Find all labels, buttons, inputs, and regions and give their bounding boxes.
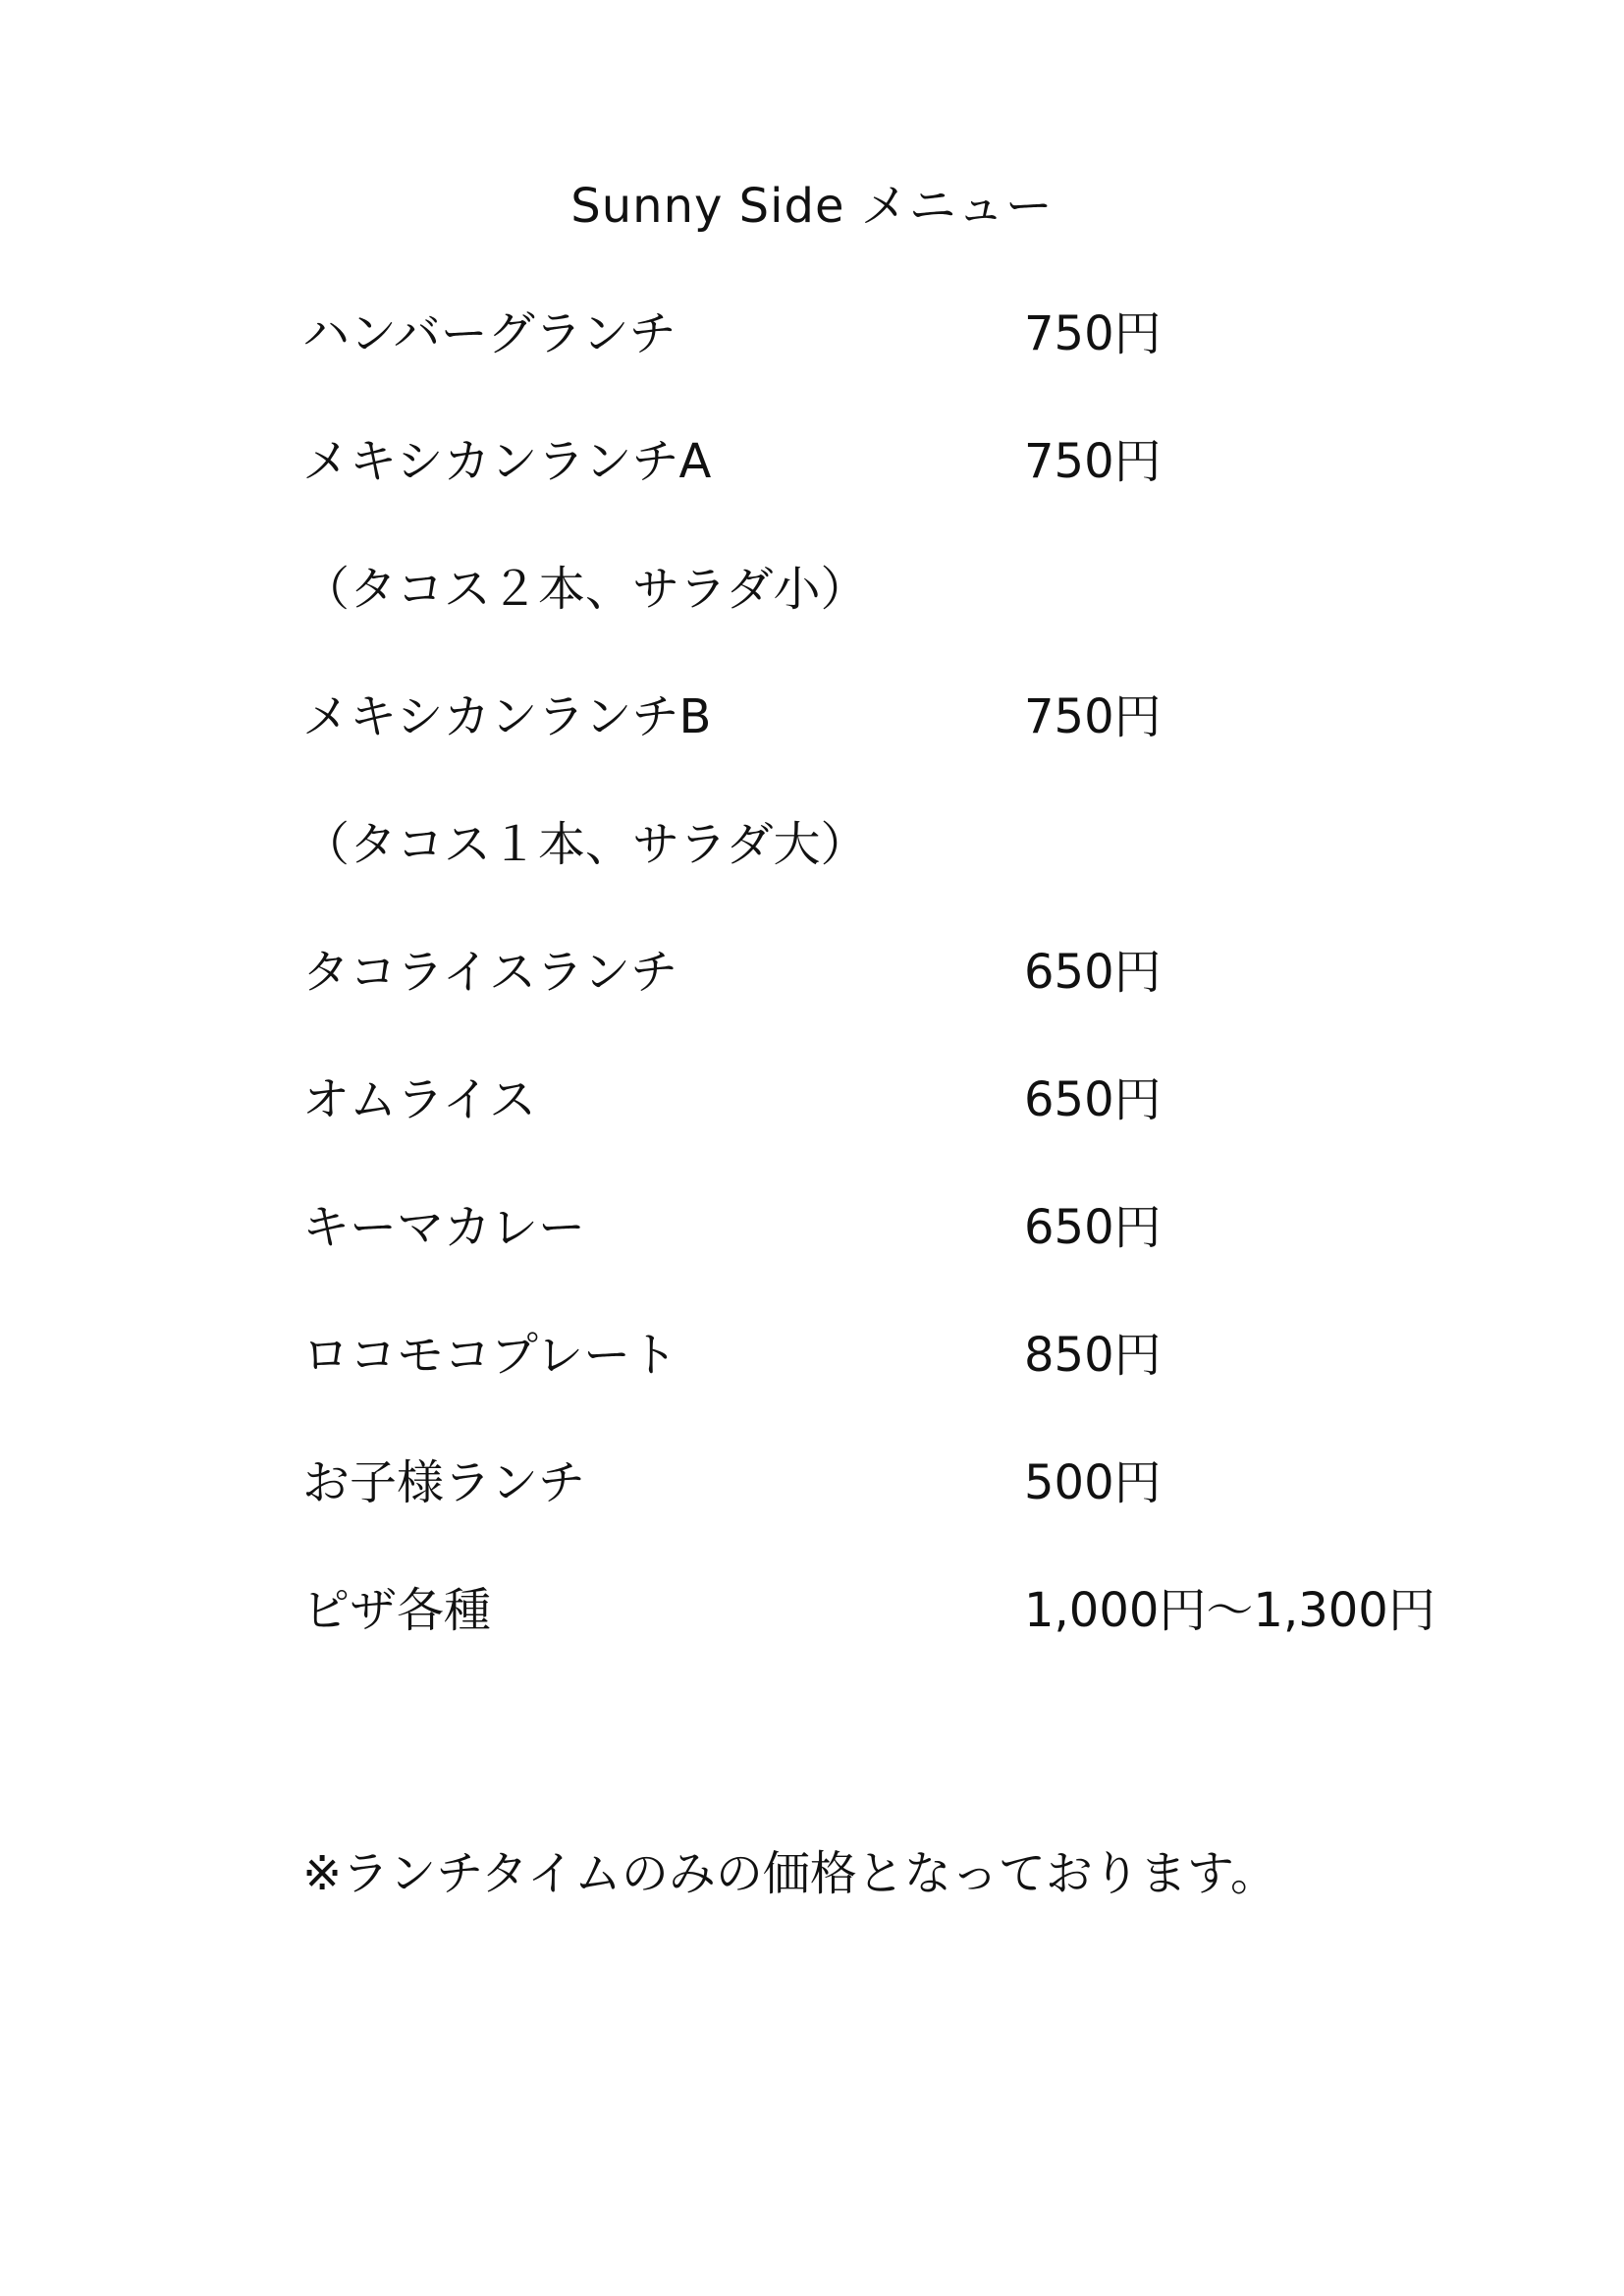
menu-list [302,304,1481,1709]
menu-item-price: 750円 [1024,306,1162,361]
menu-item-price: 650円 [1024,945,1162,1000]
menu-item-name: メキシカンランチB [302,689,712,744]
menu-item-price: 500円 [1024,1455,1162,1510]
menu-item-price: 650円 [1024,1200,1162,1255]
menu-row-kids-lunch [302,1453,1481,1581]
menu-row-hamburg-lunch [302,304,1481,432]
menu-item-name: キーマカレー [302,1200,586,1255]
menu-item-name: メキシカンランチA [302,434,712,489]
menu-item-price: 850円 [1024,1328,1162,1383]
menu-item-price: 650円 [1024,1072,1162,1127]
menu-row-mexican-lunch-a-detail [302,560,1481,687]
menu-row-mexican-lunch-b-detail [302,815,1481,943]
menu-item-detail: （タコス２本、サラダ小） [302,562,868,617]
menu-row-mexican-lunch-a [302,432,1481,560]
menu-item-name: ピザ各種 [302,1583,492,1638]
lunch-time-note: ※ランチタイムのみの価格となっております。 [302,1846,1278,1901]
menu-item-name: お子様ランチ [302,1455,586,1510]
menu-item-price: 750円 [1024,434,1162,489]
menu-row-mexican-lunch-b [302,687,1481,815]
menu-item-price: 1,000円～1,300円 [1024,1583,1435,1638]
menu-row-taco-rice-lunch [302,943,1481,1070]
menu-title: Sunny Side メニュー [570,179,1054,234]
menu-item-name: タコライスランチ [302,945,678,1000]
menu-row-omurice [302,1070,1481,1198]
menu-row-loco-moco-plate [302,1326,1481,1453]
menu-item-detail: （タコス１本、サラダ大） [302,817,868,872]
menu-item-name: ハンバーグランチ [302,306,677,361]
menu-item-name: ロコモコプレート [302,1328,678,1383]
menu-row-keema-curry [302,1198,1481,1326]
menu-item-name: オムライス [302,1072,537,1127]
menu-item-price: 750円 [1024,689,1162,744]
menu-row-pizza [302,1581,1481,1709]
